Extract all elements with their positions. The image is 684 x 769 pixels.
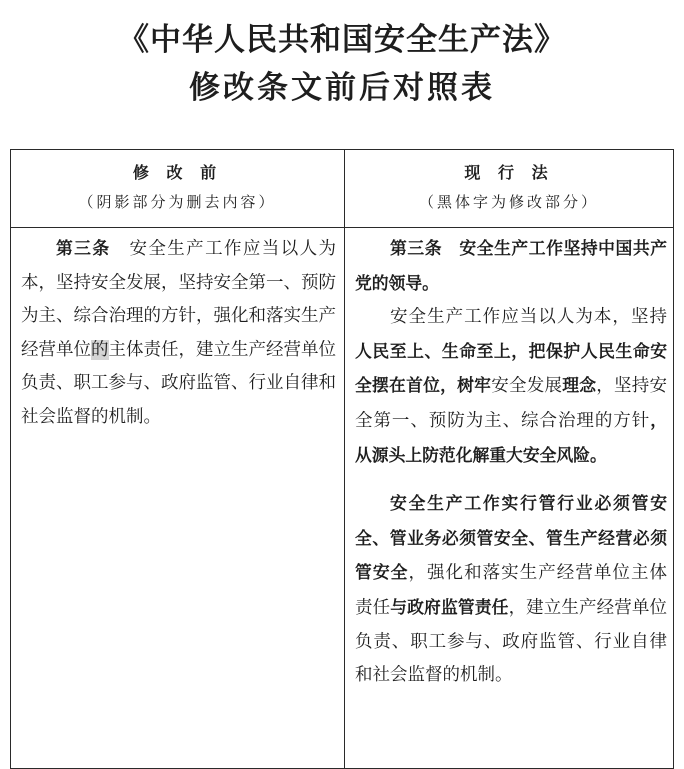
column-divider — [344, 150, 345, 768]
after-p3-modified-2: 与政府监管责任 — [390, 596, 509, 617]
before-text-2: 主体责任，建立生产经营单位负责、职工参与、政府监管、行业自律和社会监督的机制。 — [21, 339, 336, 427]
after-paragraph-1 — [355, 232, 667, 301]
after-paragraph-2 — [355, 301, 667, 473]
after-p2-modified-1: 人民至上、生命至上，把保护人民生命安全摆在首位，树牢 — [355, 340, 667, 396]
header-after — [345, 150, 673, 227]
header-before — [11, 150, 344, 227]
header-after-note: （黑体字为修改部分） — [418, 193, 599, 211]
before-article-cell — [21, 232, 336, 435]
after-p2-text-3: ，坚持安全第一、预防为主、综合治理的方针 — [355, 376, 667, 431]
document-title-line-2: 修改条文前后对照表 — [189, 70, 495, 106]
before-article-text — [21, 232, 336, 435]
header-before-title: 修 改 前 — [132, 163, 223, 182]
header-before-note: （阴影部分为删去内容） — [78, 193, 277, 211]
after-p2-modified-2: 理念 — [562, 375, 597, 396]
before-article-number: 第三条 — [56, 238, 111, 258]
after-p2-text-2: 安全发展 — [491, 376, 563, 397]
after-paragraph-3 — [355, 487, 667, 693]
document-title-line-1: 《中华人民共和国安全生产法》 — [118, 22, 566, 58]
before-text-1: 安全生产工作应当以人为本，坚持安全发展，坚持安全第一、预防为主、综合治理的方针，强化和落实生产经营单位 — [21, 239, 336, 360]
after-p3-text-1: ，强化和落实生产经营单位主体责任 — [355, 563, 667, 618]
comparison-table — [10, 149, 674, 769]
header-after-title: 现 行 法 — [464, 163, 554, 182]
after-p3-modified-1: 安全生产工作实行管行业必须管安全、管业务必须管安全、管生产经营必须管安全 — [355, 493, 667, 583]
header-divider — [11, 227, 673, 228]
after-p2-text-1: 安全生产工作应当以人为本，坚持 — [390, 307, 667, 328]
after-article-cell — [355, 232, 667, 693]
after-p2-modified-3: ，从源头上防范化解重大安全风险。 — [355, 409, 667, 465]
after-p3-text-2: ，建立生产经营单位负责、职工参与、政府监管、行业自律和社会监督的机制。 — [355, 597, 668, 686]
before-deleted-text: 的 — [91, 339, 109, 360]
after-p1-modified-text: 安全生产工作坚持中国共产党的领导。 — [355, 238, 667, 293]
after-article-number: 第三条 — [390, 238, 443, 258]
